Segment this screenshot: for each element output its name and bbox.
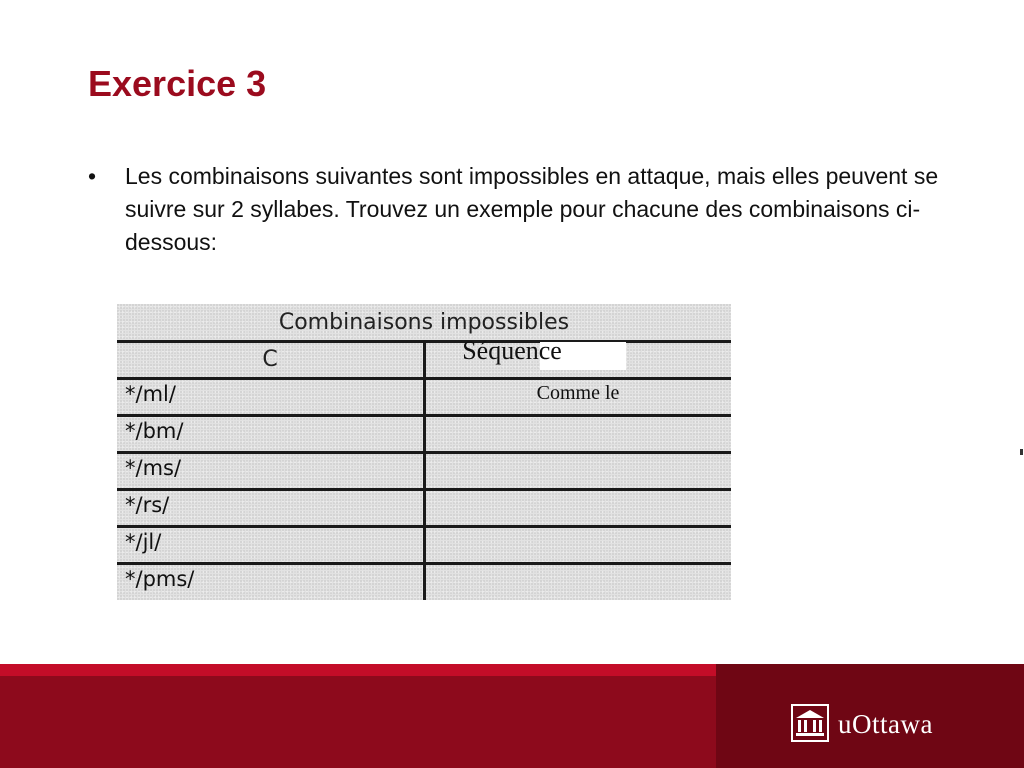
example-label: Comme le — [536, 382, 620, 404]
table-header: Combinaisons impossibles — [278, 310, 570, 335]
bullet-marker: • — [88, 163, 97, 189]
table-row-label: */rs/ — [125, 493, 170, 517]
slide-title: Exercice 3 — [88, 63, 267, 104]
bullet-text: Les combinaisons suivantes sont impossibles en attaque, mais elles peuvent se suivre sur 2 syllabes. Trouvez un exemple pour chacune des combinaisons ci-dessous: — [125, 163, 939, 255]
table-row-label: */ml/ — [125, 382, 176, 406]
column-header-c: C — [262, 347, 278, 372]
edge-mark — [1020, 449, 1023, 455]
table-divider — [117, 525, 731, 528]
university-building-icon — [790, 703, 830, 743]
table-divider — [117, 451, 731, 454]
table-row-label: */bm/ — [125, 419, 184, 443]
column-header-sequence: Séquence — [462, 336, 562, 365]
bullet-item — [88, 160, 948, 259]
table-row-label: */pms/ — [125, 567, 195, 591]
table-divider — [117, 377, 731, 380]
table-divider — [117, 488, 731, 491]
table-row-label: */jl/ — [125, 530, 162, 554]
table-divider — [117, 562, 731, 565]
table-divider — [117, 414, 731, 417]
table-row-label: */ms/ — [125, 456, 182, 480]
university-logo-text: uOttawa — [838, 709, 933, 739]
